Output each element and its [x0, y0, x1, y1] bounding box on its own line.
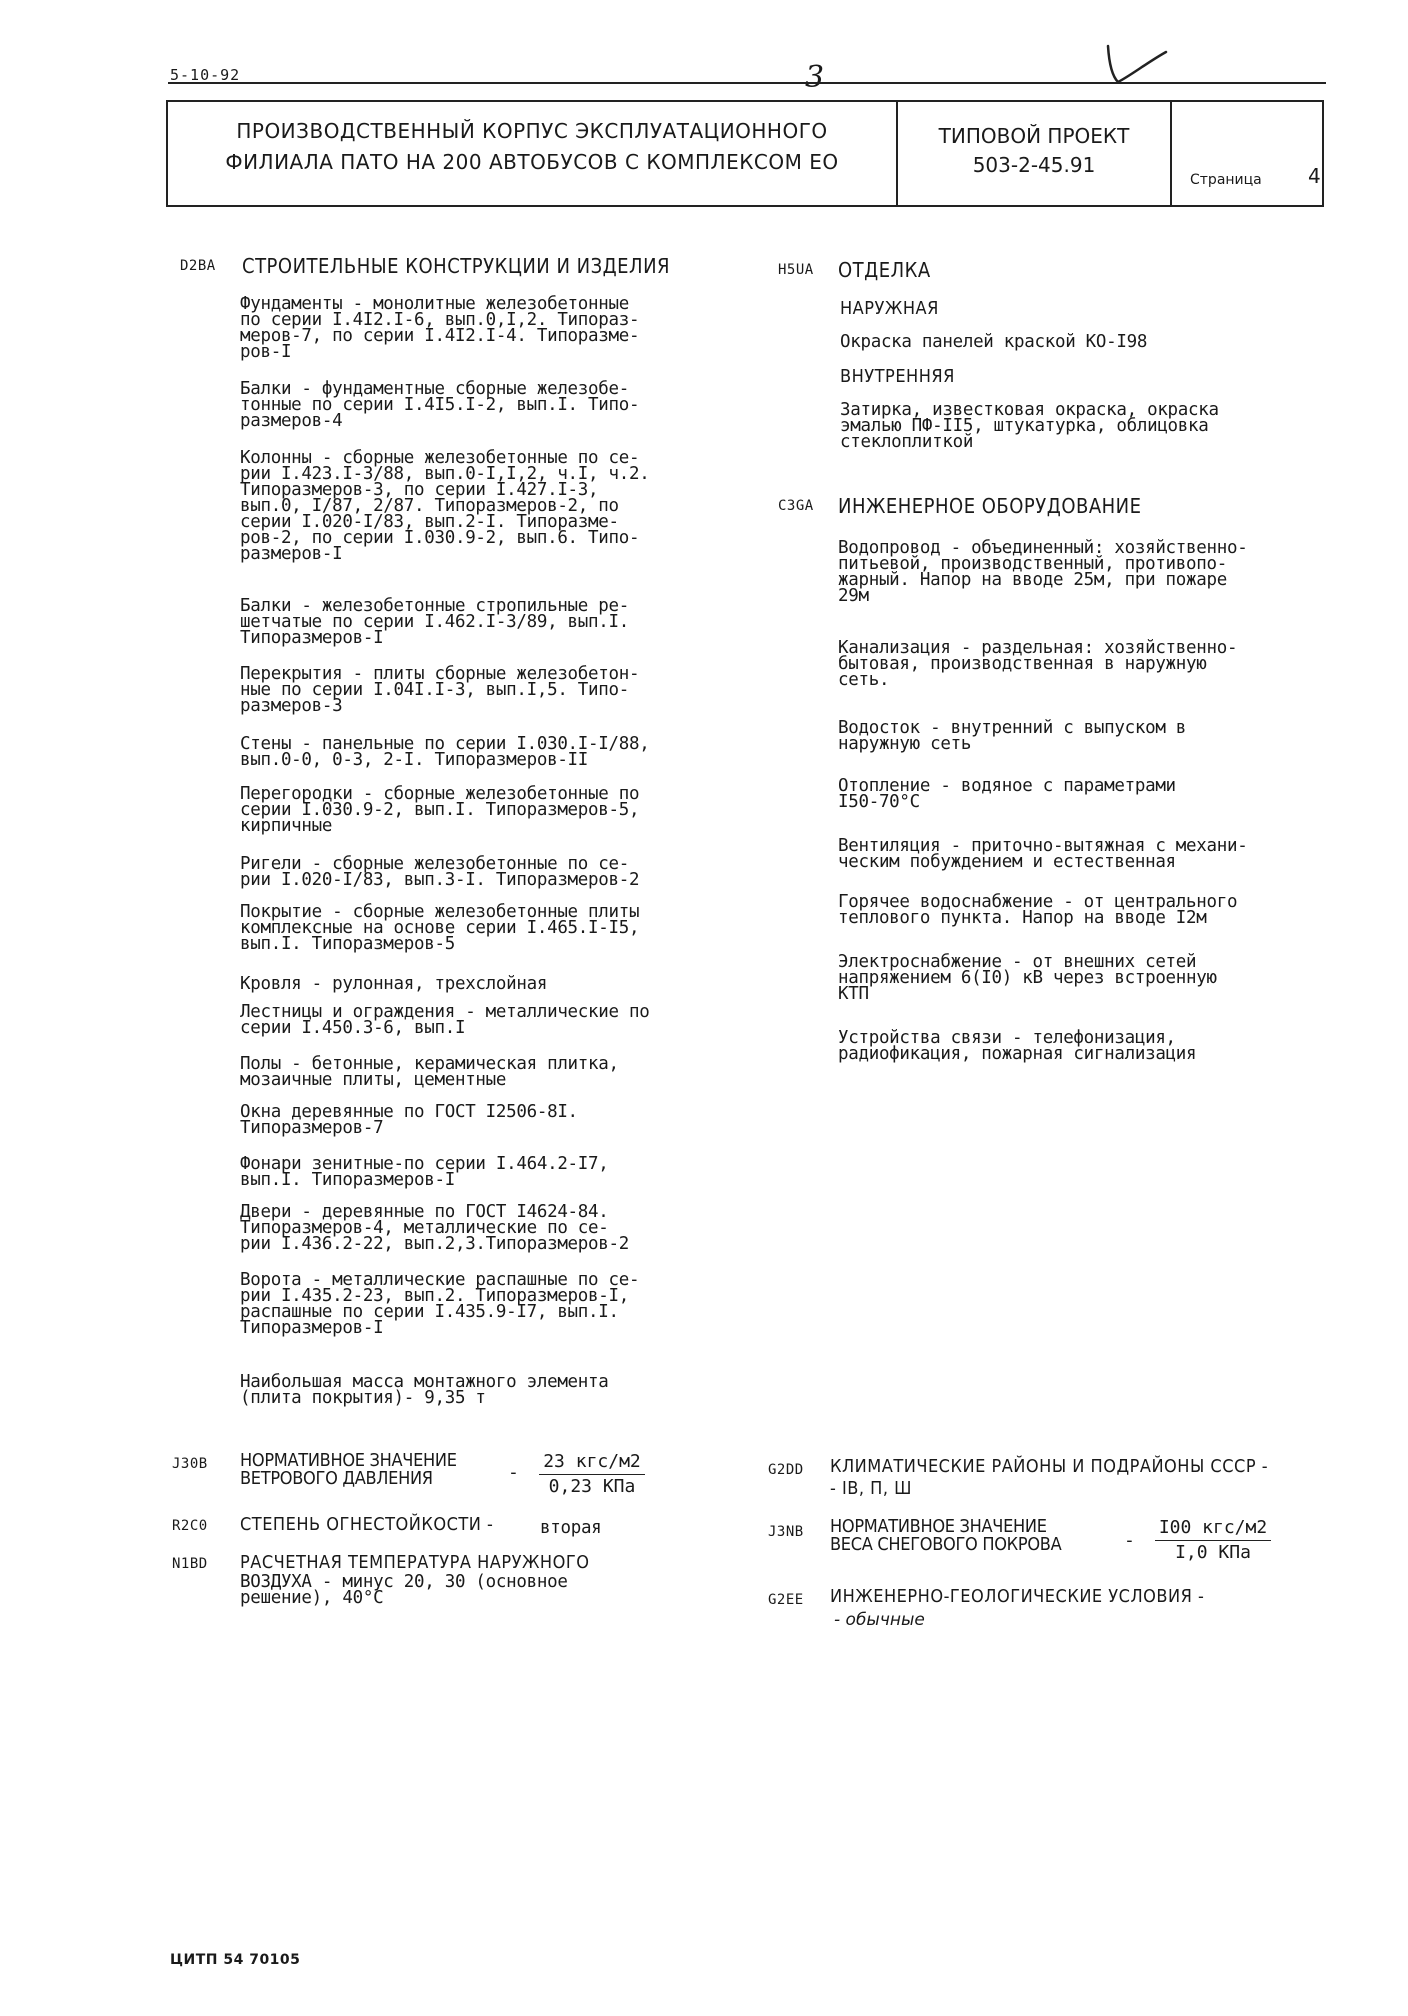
list-item: Водопровод - объединенный: хозяйственно- питьевой, производственный, противопо- жарный. Напор на вводе 25м, при пожаре 29м	[838, 538, 1248, 606]
list-item: Устройства связи - телефонизация, радиофикация, пожарная сигнализация	[838, 1028, 1197, 1064]
list-item: Фундаменты - монолитные железобетонные по серии I.4I2.I-6, вып.0,I,2. Типораз- меров-7, по серии I.4I2.I-4. Типоразме- ров-I	[240, 294, 640, 362]
section-code: J3NB	[768, 1524, 804, 1540]
section-code: G2EE	[768, 1592, 804, 1608]
list-item: Колонны - сборные железобетонные по се- рии I.423.I-3/88, вып.0-I,I,2, ч.I, ч.2. Типоразмеров-3, по серии I.427.I-3, вып.0, I/87, 2/87. Типоразмеров-2, по серии I.020-I/83, вып.2-I. Типоразме- ров-2, по серии I.030.9-2, вып.6. Типо- размеров-I	[240, 448, 650, 564]
section-code: H5UA	[778, 262, 814, 278]
snow-value	[1148, 1516, 1278, 1565]
list-item: Окна деревянные по ГОСТ I2506-8I. Типоразмеров-7	[240, 1102, 578, 1138]
list-item: Балки - железобетонные стропильные ре- шетчатые по серии I.462.I-3/89, вып.I. Типоразмеров-I	[240, 596, 629, 648]
wind-value	[532, 1450, 652, 1499]
list-item: Стены - панельные по серии I.030.I-I/88, вып.0-0, 0-3, 2-I. Типоразмеров-II	[240, 734, 650, 770]
snow-value-kgs: I00 кгс/м2	[1155, 1516, 1271, 1541]
wind-label: НОРМАТИВНОЕ ЗНАЧЕНИЕ ВЕТРОВОГО ДАВЛЕНИЯ	[240, 1450, 457, 1489]
list-item: Отопление - водяное с параметрами I50-70°C	[838, 776, 1176, 812]
list-item: Горячее водоснабжение - от центрального теплового пункта. Напор на вводе I2м	[838, 892, 1238, 928]
project-number: 503-2-45.91	[972, 153, 1096, 177]
section-code: G2DD	[768, 1462, 804, 1478]
footer-code: ЦИТП 54 70105	[170, 1952, 301, 1968]
list-item: Ригели - сборные железобетонные по се- рии I.020-I/83, вып.3-I. Типоразмеров-2	[240, 854, 640, 890]
geo-label: ИНЖЕНЕРНО-ГЕОЛОГИЧЕСКИЕ УСЛОВИЯ -	[830, 1586, 1205, 1607]
fire-value: вторая	[540, 1518, 602, 1538]
list-item: Перекрытия - плиты сборные железобетон- ные по серии I.04I.I-3, вып.I,5. Типо- размеров-3	[240, 664, 640, 716]
temp-text: ВОЗДУХА - минус 20, 30 (основное решение), 40°C	[240, 1572, 568, 1608]
list-item: Полы - бетонные, керамическая плитка, мозаичные плиты, цементные	[240, 1054, 619, 1090]
temp-label: РАСЧЕТНАЯ ТЕМПЕРАТУРА НАРУЖНОГО	[240, 1552, 590, 1573]
list-item: Кровля - рулонная, трехслойная	[240, 974, 548, 994]
document-title	[170, 116, 894, 178]
finish-inner-text: Затирка, известковая окраска, окраска эмалью ПФ-II5, штукатурка, облицовка стеклоплиткой	[840, 400, 1219, 452]
list-item: Вентиляция - приточно-вытяжная с механи- ческим побуждением и естественная	[838, 836, 1248, 872]
section-code: N1BD	[172, 1556, 208, 1572]
list-item: Канализация - раздельная: хозяйственно- бытовая, производственная в наружную сеть.	[838, 638, 1238, 690]
header-rule	[168, 82, 1326, 84]
page-label: Страница	[1190, 172, 1262, 188]
snow-label: НОРМАТИВНОЕ ЗНАЧЕНИЕ ВЕСА СНЕГОВОГО ПОКРОВА	[830, 1516, 1062, 1555]
document-date: 5-10-92	[170, 66, 241, 84]
list-item: Наибольшая масса монтажного элемента (плита покрытия)- 9,35 т	[240, 1372, 609, 1408]
section-code: R2C0	[172, 1518, 208, 1534]
finish-outer-text: Окраска панелей краской КО-I98	[840, 332, 1148, 352]
geo-value: - обычные	[834, 1610, 925, 1630]
page-number: 4	[1308, 164, 1321, 188]
section-heading: ИНЖЕНЕРНОЕ ОБОРУДОВАНИЕ	[838, 494, 1142, 518]
handwritten-page-mark: 3	[805, 60, 825, 95]
list-item: Покрытие - сборные железобетонные плиты комплексные на основе серии I.465.I-I5, вып.I. Типоразмеров-5	[240, 902, 640, 954]
wind-value-kgs: 23 кгс/м2	[539, 1450, 645, 1475]
list-item: Балки - фундаментные сборные железобе- тонные по серии I.4I5.I-2, вып.I. Типо- размеров-4	[240, 379, 640, 431]
list-item: Водосток - внутренний с выпуском в наружную сеть	[838, 718, 1187, 754]
section-code: C3GA	[778, 498, 814, 514]
section-heading: СТРОИТЕЛЬНЫЕ КОНСТРУКЦИИ И ИЗДЕЛИЯ	[242, 254, 671, 278]
climate-value: - IВ, П, Ш	[830, 1478, 912, 1499]
list-item: Двери - деревянные по ГОСТ I4624-84. Типоразмеров-4, металлические по се- рии I.436.2-22, вып.2,3.Типоразмеров-2	[240, 1202, 629, 1254]
title-line: ПРОИЗВОДСТВЕННЫЙ КОРПУС ЭКСПЛУАТАЦИОННОГО	[236, 119, 828, 143]
project-label: ТИПОВОЙ ПРОЕКТ	[938, 124, 1130, 148]
fire-label: СТЕПЕНЬ ОГНЕСТОЙКОСТИ -	[240, 1514, 494, 1535]
subsection-label: ВНУТРЕННЯЯ	[840, 366, 955, 387]
snow-value-kpa: I,0 КПа	[1175, 1542, 1251, 1563]
climate-label: КЛИМАТИЧЕСКИЕ РАЙОНЫ И ПОДРАЙОНЫ СССР -	[830, 1456, 1269, 1477]
wind-value-kpa: 0,23 КПа	[548, 1476, 636, 1497]
list-item: Ворота - металлические распашные по се- рии I.435.2-23, вып.2. Типоразмеров-I, распашные по серии I.435.9-I7, вып.I. Типоразмеров-I	[240, 1270, 640, 1338]
wind-dash: -	[508, 1462, 519, 1483]
list-item: Фонари зенитные-по серии I.464.2-I7, вып.I. Типоразмеров-I	[240, 1154, 609, 1190]
section-heading: ОТДЕЛКА	[838, 258, 931, 282]
title-line: ФИЛИАЛА ПАТО НА 200 АВТОБУСОВ С КОМПЛЕКСОМ ЕО	[225, 150, 839, 174]
list-item: Перегородки - сборные железобетонные по серии I.030.9-2, вып.I. Типоразмеров-5, кирпичные	[240, 784, 640, 836]
snow-dash: -	[1124, 1530, 1135, 1551]
list-item: Электроснабжение - от внешних сетей напряжением 6(I0) кВ через встроенную КТП	[838, 952, 1217, 1004]
project-block	[898, 122, 1170, 180]
title-block-divider	[1170, 100, 1172, 207]
list-item: Лестницы и ограждения - металлические по серии I.450.3-6, вып.I	[240, 1002, 650, 1038]
section-code: D2BA	[180, 258, 216, 274]
subsection-label: НАРУЖНАЯ	[840, 298, 939, 319]
section-code: J30B	[172, 1456, 208, 1472]
